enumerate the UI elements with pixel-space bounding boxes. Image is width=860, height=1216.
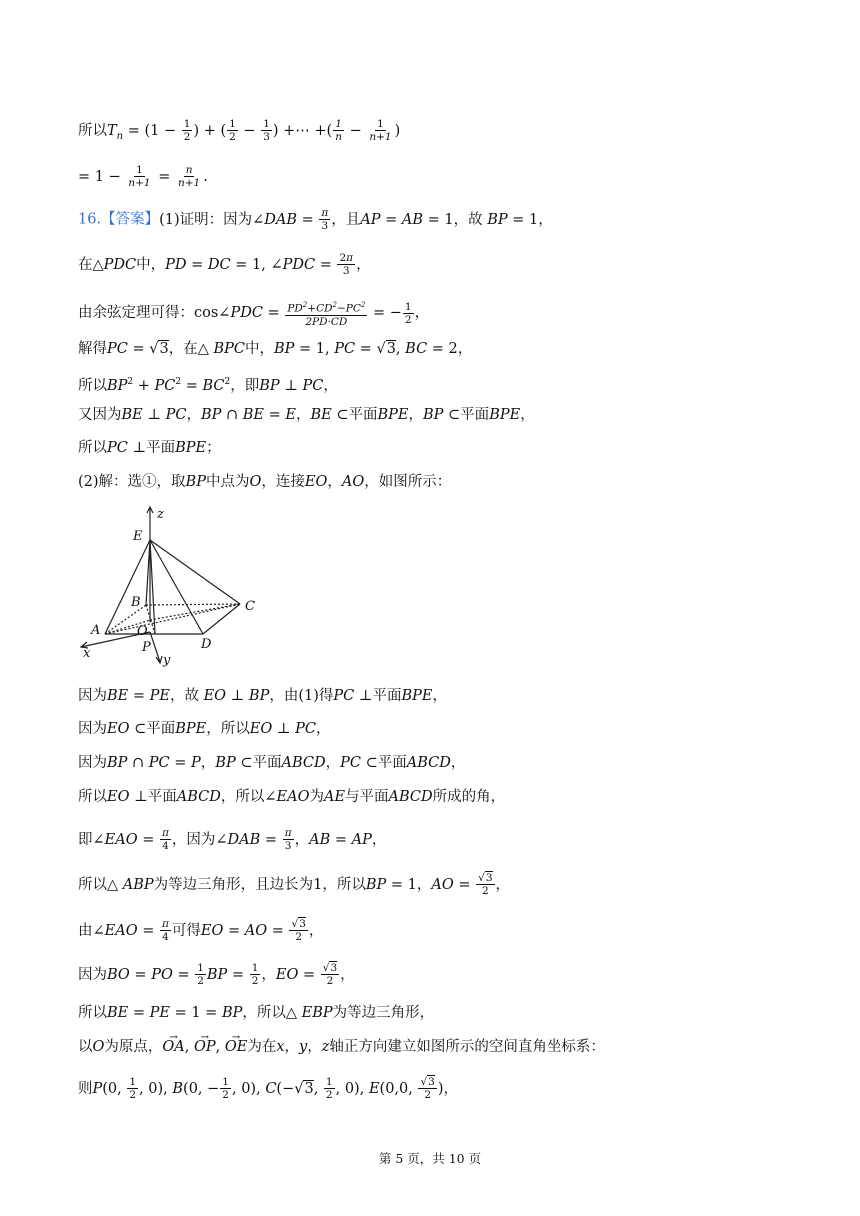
sum-expression-line: 所以$T_n = (1$ − $\frac{1}{2}$ ) + ( $\frac{1}{2}$ − $\frac{1}{3}$ ) +⋯ +( $\frac{1}{n}$ − $\frac{1}{n+1}$ ) [78,118,401,143]
edge-BC-dashed [146,604,240,605]
pyramid-figure [75,502,275,672]
y-axis [150,632,160,662]
bo-po-line: 因为BO = PO = $\frac{1}{2}$ BP = $\frac{1}{2}$ ，EO = $\frac{√3}{2}$ ， [78,962,355,987]
label-z: z [157,507,164,522]
answer-16-line: 16.【答案】(1)证明：因为∠DAB = $\frac{\pi}{3}$ ，且AP = AB = 1，故 BP = 1， [78,207,553,232]
conclusion-1-line: 所以PC ⊥平面BPE； [78,440,221,456]
perpendicular-line: 又因为BE ⊥ PC，BP ∩ BE = E，BE ⊂平面BPE，BP ⊂平面BPE， [78,407,535,423]
part-2-line: (2)解：选①，取BP中点为O，连接EO，AO，如图所示： [78,474,452,490]
equilateral-abp-line: 所以△ ABP为等边三角形，且边长为1，所以BP = 1，AO = $\frac{√3}{2}$ ， [78,872,511,897]
cosine-law-line: 由余弦定理可得：cos∠PDC = $\frac{PD^2+CD^2-PC^2}{2PD\cdot CD}$ = − $\frac{1}{2}$ ， [78,300,430,328]
label-C: C [245,599,255,614]
equilateral-ebp-line: 所以BE = PE = 1 = BP，所以△ EBP为等边三角形， [78,1005,435,1021]
edge-EA [105,540,150,634]
coordinates-line: 则P(0, $\frac{1}{2}$ , 0), B(0, − $\frac{1}{2}$ , 0), C(−√3, $\frac{1}{2}$ , 0), E(0,0, $\frac{√3}{2}$ )， [78,1076,459,1101]
edge-EB [146,540,150,605]
intersection-line: 因为BP ∩ PC = P，BP ⊂平面ABCD，PC ⊂平面ABCD， [78,755,466,771]
label-E: E [133,529,143,544]
edge-OC-dashed [150,604,240,620]
sum-result-line: = 1 − $\frac{1}{n+1}$ = $\frac{n}{n+1}$ . [78,164,208,189]
angle-eao-line: 所以EO ⊥平面ABCD，所以∠EAO为AE与平面ABCD所成的角， [78,789,506,805]
edge-DC [203,604,240,634]
pythagoras-line: 所以$BP^2 + PC^2 = BC^2$，即BP ⊥ PC， [78,377,338,394]
label-D: D [201,637,212,652]
eo-perp-bp-line: 因为BE = PE，故 EO ⊥ BP，由(1)得PC ⊥平面BPE， [78,688,447,704]
eo-perp-pc-line: 因为EO ⊂平面BPE，所以EO ⊥ PC， [78,721,331,737]
page-footer: 第 5 页，共 10 页 [378,1151,482,1166]
solve-pc-line: 解得PC = √3，在△ BPC中，BP = 1, PC = √3, BC = 2， [78,341,473,357]
label-B: B [131,595,141,610]
label-A: A [91,623,101,638]
label-y: y [163,653,171,668]
angle-values-line: 即∠EAO = $\frac{\pi}{4}$ ，因为∠DAB = $\frac{\pi}{3}$ ，AB = AP， [78,827,387,852]
coordinate-system-line: 以O为原点，→ OA, → OP, → OE为在x，y，z轴正方向建立如图所示的空间直角坐标系： [78,1037,605,1057]
answer-tag: 16.【答案】 [78,211,160,228]
label-x: x [83,646,91,661]
triangle-pdc-line: 在△PDC中，PD = DC = 1, ∠PDC = $\frac{2\pi}{3}$ ， [78,252,371,277]
edge-ED [150,540,203,634]
eo-value-line: 由∠EAO = $\frac{\pi}{4}$ 可得EO = AO = $\frac{√3}{2}$ ， [78,918,324,943]
edge-EC [150,540,240,604]
label-O: O [137,624,148,639]
label-P: P [142,640,151,655]
